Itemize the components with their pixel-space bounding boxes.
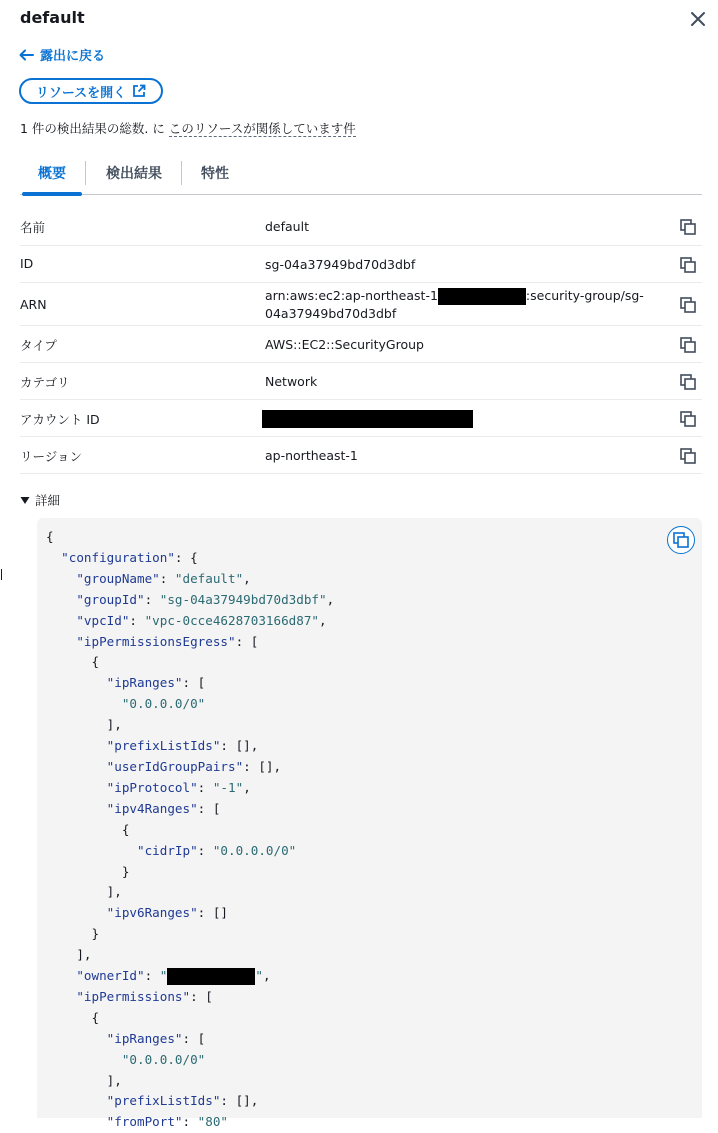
- code-key: "prefixListIds": [106, 1093, 221, 1109]
- code-line: [46, 1091, 334, 1112]
- code-string: "0.0.0.0/0": [121, 1051, 206, 1067]
- property-key: 名前: [20, 220, 46, 235]
- tab-characteristics[interactable]: 特性: [201, 166, 229, 182]
- code-punct: ,: [326, 591, 335, 607]
- property-key: リージョン: [20, 449, 83, 464]
- code-line: [46, 903, 334, 924]
- code-punct: {: [46, 529, 54, 544]
- code-line: [46, 757, 334, 778]
- code-line: [46, 924, 334, 945]
- code-string: ": [159, 968, 168, 984]
- code-line: [46, 590, 334, 611]
- tab-bar: [20, 152, 702, 195]
- property-key: アカウント ID: [20, 412, 100, 427]
- code-punct: :: [197, 842, 213, 858]
- property-row-name: [20, 208, 702, 246]
- copy-icon[interactable]: [680, 219, 696, 235]
- code-line: [46, 1071, 334, 1092]
- code-line: [46, 736, 334, 757]
- code-string: "0.0.0.0/0": [121, 696, 206, 712]
- arn-suffix: :security-group/sg-: [525, 288, 644, 303]
- code-key: "fromPort": [106, 1114, 183, 1130]
- code-key: "cidrIp": [137, 842, 198, 858]
- code-punct: : {: [174, 549, 198, 565]
- redacted-block: [262, 410, 473, 428]
- back-to-exposure-link[interactable]: [19, 45, 105, 64]
- property-value: Network: [265, 374, 318, 389]
- property-value: AWS::EC2::SecurityGroup: [265, 337, 424, 352]
- property-key: カテゴリ: [20, 375, 70, 390]
- details-label: 詳細: [35, 493, 61, 508]
- code-punct: : [: [182, 675, 206, 691]
- code-key: "groupName": [76, 570, 160, 586]
- code-line: [46, 652, 334, 673]
- code-punct: }: [121, 863, 130, 879]
- property-row-account-id: [20, 400, 702, 437]
- code-line: [46, 1008, 334, 1029]
- code-punct: : []: [197, 905, 229, 921]
- code-line: [46, 715, 334, 736]
- code-punct: : [: [182, 1030, 206, 1046]
- code-string: ": [255, 968, 263, 984]
- code-key: "configuration": [61, 549, 175, 565]
- copy-code-button[interactable]: [667, 526, 695, 554]
- property-row-type: [20, 326, 702, 363]
- code-key: "ipv6Ranges": [106, 905, 198, 921]
- code-key: "prefixListIds": [106, 738, 221, 754]
- code-key: "ownerId": [76, 968, 145, 984]
- code-line: [46, 882, 334, 903]
- code-line: [46, 820, 334, 841]
- code-punct: :: [182, 1114, 198, 1130]
- code-key: "userIdGroupPairs": [106, 758, 244, 774]
- code-line: [46, 673, 334, 694]
- code-key: "vpcId": [76, 612, 130, 628]
- code-punct: : [: [235, 633, 259, 649]
- code-key: "ipRanges": [106, 1030, 183, 1046]
- open-resource-button[interactable]: [19, 78, 163, 104]
- property-value: ap-northeast-1: [265, 448, 358, 463]
- code-key: "ipPermissionsEgress": [76, 633, 236, 649]
- code-punct: :: [197, 779, 213, 795]
- code-punct: : [],: [220, 738, 259, 754]
- code-line: [46, 966, 334, 987]
- property-row-region: [20, 437, 702, 474]
- code-string: "-1": [212, 779, 244, 795]
- code-key: "ipv4Ranges": [106, 800, 198, 816]
- code-key: "ipPermissions": [76, 988, 191, 1004]
- property-key: タイプ: [20, 338, 57, 353]
- close-icon[interactable]: [689, 10, 707, 28]
- code-punct: ,: [243, 779, 251, 795]
- code-punct: {: [121, 821, 130, 837]
- code-line: [46, 987, 334, 1008]
- copy-icon[interactable]: [680, 374, 696, 390]
- code-line: [46, 945, 334, 966]
- arn-prefix: arn:aws:ec2:ap-northeast-1: [265, 288, 438, 303]
- code-line: [46, 694, 334, 715]
- code-punct: ],: [106, 717, 122, 733]
- code-line: [46, 527, 334, 548]
- property-value: default: [265, 219, 309, 234]
- code-line: [46, 548, 334, 569]
- tab-overview[interactable]: 概要: [20, 152, 84, 194]
- copy-icon[interactable]: [680, 448, 696, 464]
- code-key: "groupId": [76, 591, 145, 607]
- code-punct: :: [129, 612, 145, 628]
- code-punct: ],: [76, 947, 92, 963]
- code-line: [46, 841, 334, 862]
- details-expander[interactable]: [20, 491, 60, 509]
- property-value: sg-04a37949bd70d3dbf: [265, 257, 416, 272]
- property-value: [265, 287, 644, 322]
- copy-icon[interactable]: [680, 411, 696, 427]
- property-value: [262, 409, 473, 428]
- code-line: [46, 1050, 334, 1071]
- code-string: "80": [197, 1114, 229, 1130]
- code-punct: : [: [190, 988, 213, 1004]
- caret-down-icon: [20, 496, 30, 505]
- code-punct: }: [91, 926, 100, 942]
- property-row-arn: [20, 283, 702, 326]
- arrow-left-icon: [19, 49, 34, 61]
- code-line: [46, 862, 334, 883]
- copy-icon: [673, 532, 689, 548]
- code-line: [46, 799, 334, 820]
- code-punct: ],: [106, 1072, 122, 1088]
- code-punct: : [],: [243, 758, 282, 774]
- tab-findings[interactable]: 検出結果: [106, 166, 162, 182]
- arn-line2: 04a37949bd70d3dbf: [265, 306, 397, 321]
- code-string: "default": [174, 570, 244, 586]
- properties-table: [20, 208, 702, 474]
- external-link-icon: [132, 84, 146, 98]
- code-string: "vpc-0cce4628703166d87": [144, 612, 319, 628]
- resize-handle[interactable]: [1, 569, 2, 580]
- code-punct: : [],: [220, 1093, 259, 1109]
- copy-icon[interactable]: [680, 297, 696, 313]
- code-string: "0.0.0.0/0": [212, 842, 297, 858]
- code-punct: :: [159, 570, 175, 586]
- code-punct: ,: [318, 612, 327, 628]
- code-key: "ipProtocol": [106, 779, 198, 795]
- code-line: [46, 1112, 334, 1133]
- code-punct: ,: [262, 968, 271, 984]
- back-link-label: 露出に戻る: [40, 49, 106, 64]
- code-punct: ,: [243, 570, 251, 586]
- code-punct: {: [91, 654, 100, 670]
- summary-text: 1 件の検出結果の総数. に: [20, 121, 165, 136]
- redacted-block: [438, 288, 526, 305]
- property-row-id: [20, 246, 702, 283]
- code-punct: :: [144, 591, 160, 607]
- copy-icon[interactable]: [680, 337, 696, 353]
- findings-summary: [20, 119, 356, 137]
- property-key: ID: [20, 256, 34, 271]
- property-row-category: [20, 363, 702, 400]
- json-code: [46, 527, 334, 1133]
- json-code-block: [37, 518, 702, 1130]
- code-punct: {: [91, 1009, 100, 1025]
- panel-title: default: [20, 8, 85, 27]
- code-line: [46, 778, 334, 799]
- related-findings-link[interactable]: このリソースが関係しています件: [168, 121, 356, 136]
- code-punct: : [: [197, 800, 221, 816]
- copy-icon[interactable]: [680, 257, 696, 273]
- code-key: "ipRanges": [106, 675, 183, 691]
- code-line: [46, 632, 334, 653]
- code-punct: :: [144, 968, 160, 984]
- code-line: [46, 611, 334, 632]
- property-key: ARN: [20, 297, 47, 312]
- code-punct: ],: [106, 884, 122, 900]
- code-string: "sg-04a37949bd70d3dbf": [159, 591, 327, 607]
- code-line: [46, 1029, 334, 1050]
- code-line: [46, 569, 334, 590]
- redacted-block: [167, 968, 255, 985]
- open-resource-label: リソースを開く: [35, 85, 127, 101]
